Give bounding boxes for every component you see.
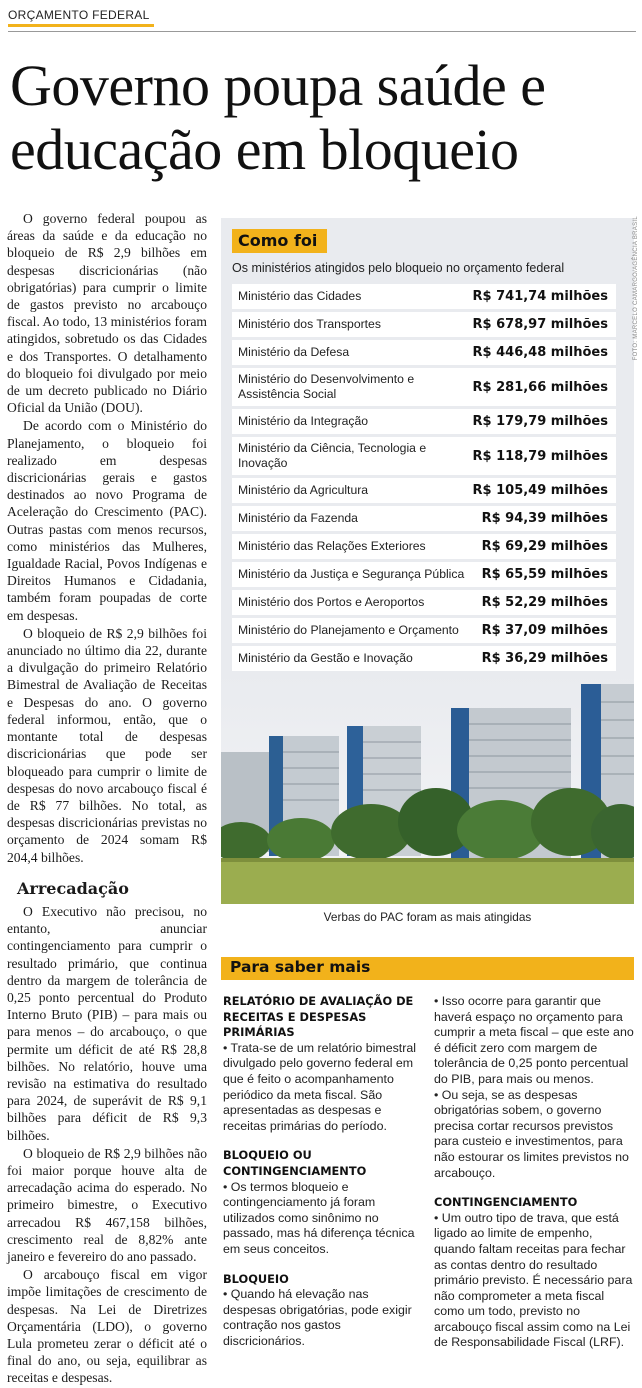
ministry-value: R$ 65,59 milhões — [481, 567, 608, 582]
ministry-value: R$ 179,79 milhões — [472, 414, 608, 429]
ministry-name: Ministério dos Transportes — [238, 317, 381, 331]
ministry-value: R$ 36,29 milhões — [481, 651, 608, 666]
headline: Governo poupa saúde e educação em bloqueio — [10, 53, 546, 182]
table-row — [232, 284, 616, 309]
ministry-name: Ministério do Planejamento e Orçamento — [238, 623, 459, 637]
saiba-right-column — [434, 994, 636, 1351]
ministry-value: R$ 52,29 milhões — [481, 595, 608, 610]
saiba-heading: CONTINGENCIAMENTO — [434, 1195, 578, 1210]
ministry-value: R$ 741,74 milhões — [472, 289, 608, 304]
saiba-heading: RELATÓRIO DE AVALIAÇÃO DE RECEITAS E DESPESAS PRIMÁRIAS — [223, 994, 414, 1040]
ministry-value: R$ 281,66 milhões — [472, 379, 608, 395]
ministry-value: R$ 678,97 milhões — [472, 317, 608, 332]
ministry-value: R$ 118,79 milhões — [472, 448, 608, 464]
ministry-name: Ministério das Cidades — [238, 289, 362, 303]
table-row — [232, 478, 616, 503]
table-row — [232, 409, 616, 434]
table-row — [232, 534, 616, 559]
ministry-value: R$ 69,29 milhões — [481, 539, 608, 554]
table-row — [232, 312, 616, 337]
ministry-name: Ministério da Fazenda — [238, 511, 358, 525]
ministry-name: Ministério dos Portos e Aeroportos — [238, 595, 425, 609]
article-subhead: Arrecadação — [17, 878, 129, 898]
article-paragraph: O bloqueio de R$ 2,9 bilhões não foi maior porque houve alta de arrecadação acima do esperado. No primeiro bimestre, o Executivo arrecadou R$ 467,158 bilhões, crescimento real de 8,82% ante janeiro e fevereiro do ano passado. — [7, 1145, 207, 1264]
photo-credit: FOTO: MARCELO CAMARGO/AGÊNCIA BRASIL — [633, 216, 639, 361]
article-paragraph: O bloqueio de R$ 2,9 bilhões foi anunciado no último dia 22, durante a divulgação do primeiro Relatório Bimestral de Avaliação de Receitas e Despesas do ano. O governo federal informou, então, que o montante total de despesas discricionárias que pode ser bloqueado para cumprir o limite de despesas do novo arcabouço fiscal é de R$ 77 bilhões. No total, as despesas discricionárias previstas no orçamento de 2024 somam R$ 204,4 bilhões. — [7, 625, 207, 865]
ministry-value: R$ 37,09 milhões — [481, 623, 608, 638]
saiba-text: • Quando há elevação nas despesas obrigatórias, pode exigir contração nos gastos discricionários. — [223, 1287, 412, 1348]
ministry-name: Ministério da Gestão e Inovação — [238, 651, 413, 665]
saiba-heading: BLOQUEIO OU CONTINGENCIAMENTO — [223, 1148, 367, 1178]
article-paragraph: O Executivo não precisou, no entanto, anunciar contingenciamento para cumprir o resultado primário, que continua dentro da margem de tolerância de 0,25 ponto percentual do Produto Interno Bruto (PIB) – para mais ou para menos – do arcabouço, o que permite um déficit de até R$ 28,8 bilhões. No relatório, houve uma revisão na estimativa do resultado para 2024, de superávit de R$ 9,1 bilhões para déficit de R$ 9,3 bilhões. — [7, 903, 207, 1143]
saiba-left-column — [223, 994, 419, 1349]
table-row — [232, 646, 616, 671]
article-body — [7, 210, 207, 1388]
ministry-value: R$ 94,39 milhões — [481, 511, 608, 526]
saiba-heading: BLOQUEIO — [223, 1271, 289, 1286]
ministry-name: Ministério da Ciência, Tecnologia e Inovação — [238, 441, 427, 470]
ministry-name: Ministério do Desenvolvimento e Assistência Social — [238, 372, 415, 401]
section-divider — [8, 31, 636, 32]
saiba-text: • Ou seja, se as despesas obrigatórias sobem, o governo precisa cortar recursos previstos para custeio e investimentos, para não estourar os limites previstos no arcabouço. — [434, 1087, 629, 1180]
table-row — [232, 562, 616, 587]
ministry-table — [232, 284, 616, 674]
esplanada-photo — [221, 672, 634, 904]
article-paragraph: O arcabouço fiscal em vigor impõe limitações de crescimento de despesas. Na Lei de Diretrizes Orçamentária (LDO), o governo Lula prometeu zerar o déficit até o final do ano, ou seja, equilibrar as receitas e despesas. — [7, 1267, 207, 1386]
saiba-title: Para saber mais — [230, 958, 371, 976]
saiba-text: • Um outro tipo de trava, que está ligado ao limite de empenho, quando faltam receitas para fechar as contas dentro do resultado primário previsto. É necessário para não comprometer a meta fiscal como um todo, previsto no arcabouço fiscal assim como na Lei de Responsabilidade Fiscal (LRF). — [434, 1210, 633, 1350]
photo-caption: Verbas do PAC foram as mais atingidas — [323, 910, 532, 924]
ministry-name: Ministério da Defesa — [238, 345, 350, 359]
table-row — [232, 340, 616, 365]
infobox-title: Como foi — [232, 229, 327, 253]
saiba-text: • Os termos bloqueio e contingenciamento já foram utilizados como sinônimo no passado, mas há diferença técnica em seus conceitos. — [223, 1179, 415, 1256]
ministry-value: R$ 446,48 milhões — [472, 345, 608, 360]
table-row — [232, 618, 616, 643]
article-paragraph: O governo federal poupou as áreas da saúde e da educação no bloqueio de R$ 2,9 bilhões em despesas discricionárias (não obrigatórias) para cumprir o limite de gastos previsto no arcabouço fiscal. Ao todo, 13 ministérios foram atingidos, sobretudo os das Cidades e dos Transportes. O detalhamento do bloqueio foi divulgado por meio de um decreto publicado no Diário Oficial da União (DOU). — [7, 211, 207, 416]
article-paragraph: De acordo com o Ministério do Planejamento, o bloqueio foi realizado em despesas discricionárias gerais e gastos destinados ao novo Programa de Aceleração do Crescimento (PAC). Outras pastas com menos recursos, como ministérios das Mulheres, Igualdade Racial, Povos Indígenas e Direitos Humanos e Cidadania, também foram poupadas de corte em despesas. — [7, 418, 207, 623]
section-label: ORÇAMENTO FEDERAL — [8, 8, 154, 27]
ministry-value: R$ 105,49 milhões — [472, 483, 608, 498]
ministry-name: Ministério da Justiça e Segurança Pública — [238, 567, 465, 581]
infobox-subtitle: Os ministérios atingidos pelo bloqueio no orçamento federal — [232, 261, 565, 275]
table-row — [232, 590, 616, 615]
table-row — [232, 437, 616, 475]
ministry-name: Ministério das Relações Exteriores — [238, 539, 426, 553]
table-row — [232, 506, 616, 531]
saiba-text: • Isso ocorre para garantir que haverá espaço no orçamento para cumprir a meta fiscal – que este ano é déficit zero com margem de tolerância de 0,25 ponto percentual do PIB, para mais ou menos. — [434, 994, 634, 1086]
saiba-text: • Trata-se de um relatório bimestral divulgado pelo governo federal em que é feito o acompanhamento periódico da meta fiscal. São apresentadas as despesas e receitas primárias do período. — [223, 1040, 417, 1133]
ministry-name: Ministério da Integração — [238, 414, 369, 428]
table-row — [232, 368, 616, 406]
ministry-name: Ministério da Agricultura — [238, 483, 369, 497]
